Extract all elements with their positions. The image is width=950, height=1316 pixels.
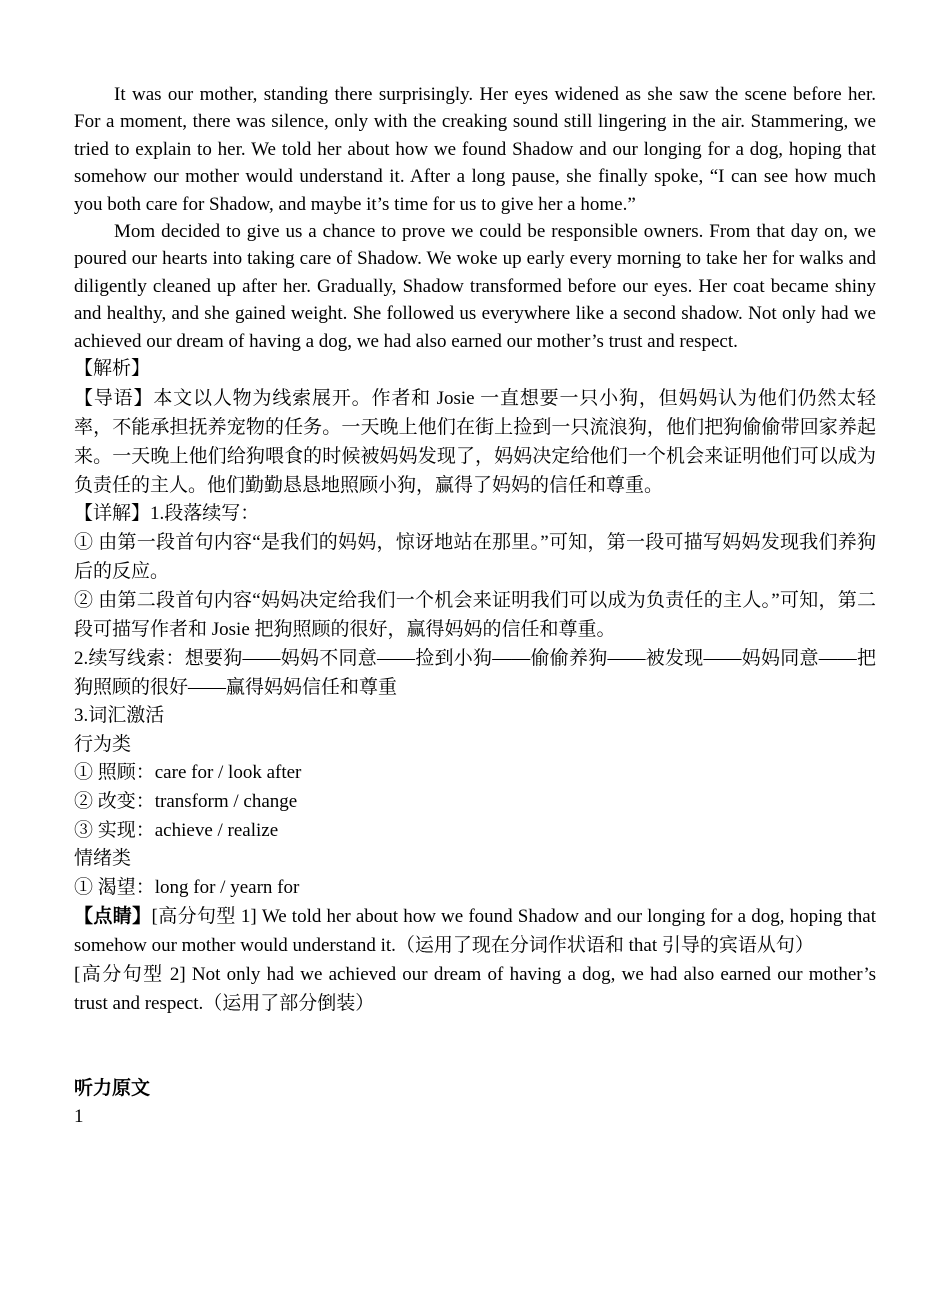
highlight-sentence-2: [高分句型 2] Not only had we achieved our dream of having a dog, we had also earned our mother’s trust and respect.（运用了部分倒装） — [74, 964, 876, 1015]
continuation-clue: 2.续写线索：想要狗——妈妈不同意——捡到小狗——偷偷养狗——被发现——妈妈同意——把狗照顾的很好——赢得妈妈信任和尊重 — [74, 648, 876, 699]
analysis-intro: 【导语】本文以人物为线索展开。作者和 Josie 一直想要一只小狗，但妈妈认为他们仍然太轻率，不能承担抚养宠物的任务。一天晚上他们在街上捡到一只流浪狗，他们把狗偷偷带回家养起来。一天晚上他们给狗喂食的时候被妈妈发现了，妈妈决定给他们一个机会来证明他们可以成为负责任的主人。他们勤勤恳恳地照顾小狗，赢得了妈妈的信任和尊重。 — [74, 387, 876, 496]
vocab-heading: 3.词汇激活 — [74, 705, 165, 727]
detail-point-1: ① 由第一段首句内容“是我们的妈妈，惊讶地站在那里。”可知，第一段可描写妈妈发现我们养狗后的反应。 — [74, 532, 876, 583]
document-page — [74, 81, 876, 1132]
analysis-heading: 【解析】 — [74, 358, 151, 380]
passage-paragraph-2: Mom decided to give us a chance to prove we could be responsible owners. From that day on, we poured our hearts into taking care of Shadow. We woke up early every morning to take her for walks and diligently cleaned up after her. Gradually, Shadow transformed before our eyes. Her coat became shiny and healthy, and she gained weight. She followed us everywhere like a second shadow. Not only had we achieved our dream of having a dog, we had also earned our mother’s trust and respect. — [74, 221, 876, 352]
emotion-item: ① 渴望：long for / yearn for — [74, 876, 300, 898]
highlight-sentence-1 — [74, 902, 876, 960]
behavior-item: ③ 实现：achieve / realize — [74, 819, 279, 841]
detail-point-2: ② 由第二段首句内容“妈妈决定给我们一个机会来证明我们可以成为负责任的主人。”可知，第二段可描写作者和 Josie 把狗照顾的很好，赢得妈妈的信任和尊重。 — [74, 590, 876, 641]
highlight-text-1: [高分句型 1] We told her about how we found Shadow and our longing for a dog, hoping that somehow our mother would understand it.（运用了现在分词作状语和 that 引导的宾语从句） — [74, 906, 876, 957]
listening-number: 1 — [74, 1106, 84, 1128]
listening-title: 听力原文 — [74, 1078, 151, 1100]
detail-heading: 【详解】1.段落续写： — [74, 502, 260, 524]
emotion-heading: 情绪类 — [74, 848, 132, 870]
behavior-item: ② 改变：transform / change — [74, 791, 298, 813]
behavior-item: ① 照顾：care for / look after — [74, 762, 302, 784]
highlight-label: 【点睛】 — [74, 906, 152, 928]
behavior-heading: 行为类 — [74, 733, 132, 755]
passage-paragraph-1: It was our mother, standing there surprisingly. Her eyes widened as she saw the scene before her. For a moment, there was silence, only with the creaking sound still lingering in the air. Stammering, we tried to explain to her. We told her about how we found Shadow and our longing for a dog, hoping that somehow our mother would understand it. After a long pause, she finally spoke, “I can see how much you both care for Shadow, and maybe it’s time for us to give her a home.” — [74, 84, 876, 215]
